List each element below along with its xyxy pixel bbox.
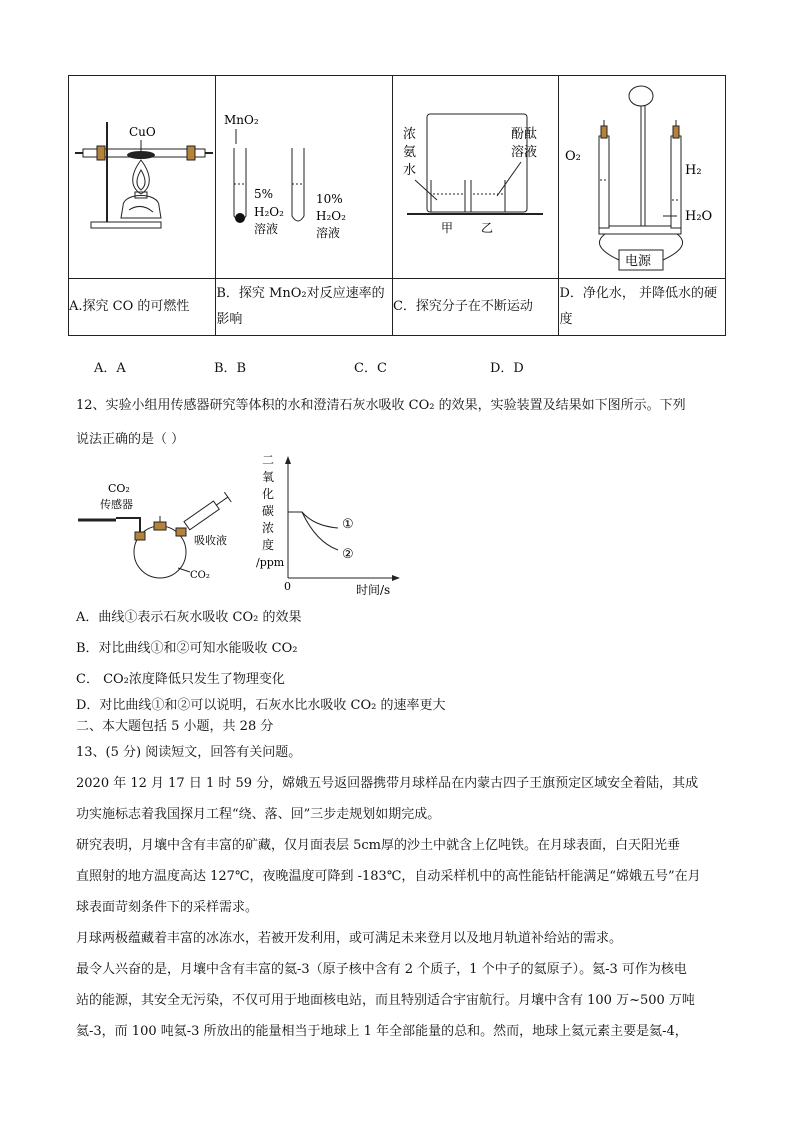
- ylabel-2: 氧: [262, 470, 275, 484]
- sensor-co2-label: CO₂: [108, 482, 130, 495]
- molecule-motion-apparatus: [393, 76, 557, 274]
- caption-a: A.探究 CO 的可燃性: [69, 279, 216, 336]
- caption-b: B．探究 MnO₂对反应速率的影响: [216, 279, 393, 336]
- right-conc: 10%: [316, 192, 344, 206]
- ammonia-label-3: 水: [402, 163, 416, 178]
- absorbent-label: 吸收液: [194, 534, 227, 547]
- figure-c-cell: [392, 76, 559, 279]
- q11-option-d: D．D: [490, 361, 524, 376]
- ylabel-1: 二: [262, 453, 275, 467]
- left-conc: 5%: [254, 187, 274, 201]
- sensor-label: 传感器: [100, 498, 133, 511]
- q12-option-a: A．曲线①表示石灰水吸收 CO₂ 的效果: [76, 610, 302, 625]
- ammonia-label-2: 氨: [402, 145, 416, 160]
- section-two-heading: 二、本大题包括 5 小题，共 28 分: [76, 719, 274, 734]
- co-combustion-apparatus: [69, 76, 214, 274]
- caption-d: D．净化水， 并降低水的硬度: [559, 279, 726, 336]
- q13-p4-line1: 最令人兴奋的是，月壤中含有丰富的氦-3（原子核中含有 2 个质子，1 个中子的氦原子）。氦-3 可作为核电: [76, 962, 687, 977]
- ammonia-label-1: 浓: [402, 127, 416, 142]
- ylabel-4: 碳: [262, 504, 275, 518]
- o2-label: O₂: [565, 149, 582, 164]
- q12-stem-line1: 12、实验小组用传感器研究等体积的水和澄清石灰水吸收 CO₂ 的效果，实验装置及结果如下图所示。下列: [76, 398, 686, 413]
- right-solution: 溶液: [316, 226, 341, 240]
- q12-option-d: D．对比曲线①和②可以说明，石灰水比水吸收 CO₂ 的速率更大: [76, 698, 446, 713]
- graph-xlabel: 时间/s: [356, 583, 391, 597]
- curve-1: [288, 512, 338, 528]
- power-label: 电源: [625, 254, 652, 269]
- mno2-rate-apparatus: [216, 76, 390, 274]
- q12-stem-line2: 说法正确的是（ ）: [76, 432, 185, 447]
- q13-p1-line1: 2020 年 12 月 17 日 1 时 59 分，嫦娥五号返回器携带月球样品在内蒙古四子王旗预定区域安全着陆，其成: [76, 776, 699, 791]
- q11-option-c: C．C: [354, 361, 387, 376]
- q13-p4-line2: 站的能源，其安全无污染，不仅可用于地面核电站，而且特别适合宇宙航行。月壤中含有 100 万~500 万吨: [76, 993, 695, 1008]
- curve-2-label: ②: [342, 547, 354, 562]
- ylabel-unit: /ppm: [256, 556, 285, 569]
- q11-option-a: A．A: [94, 361, 126, 376]
- co2-concentration-graph: [254, 450, 404, 600]
- figure-b-cell: [216, 76, 393, 279]
- electrolysis-apparatus: [559, 76, 723, 274]
- curve-2: [288, 512, 338, 550]
- flask-co2-label: CO₂: [190, 570, 210, 581]
- q13-p2-line3: 球表面苛刻条件下的采样需求。: [76, 900, 259, 915]
- q13-p2-line1: 研究表明，月壤中含有丰富的矿藏，仅月面表层 5cm厚的沙土中就含上亿吨铁。在月球表面，白天阳光垂: [76, 838, 681, 853]
- q11-option-b: B．B: [214, 361, 247, 376]
- q12-option-b: B．对比曲线①和②可知水能吸收 CO₂: [76, 641, 298, 656]
- q12-option-c: C． CO₂浓度降低只发生了物理变化: [76, 672, 285, 687]
- experiment-table: [68, 75, 726, 336]
- ylabel-6: 度: [262, 538, 275, 552]
- q13-p3-line1: 月球两极蕴藏着丰富的冰冻水，若被开发利用，或可满足未来登月以及地月轨道补给站的需求。: [76, 931, 623, 946]
- h2-label: H₂: [685, 163, 703, 178]
- ylabel-3: 化: [262, 487, 275, 501]
- q13-p2-line2: 直照射的地方温度高达 127℃，夜晚温度可降到 -183℃，自动采样机中的高性能钻杆能满足“嫦娥五号”在月: [76, 869, 701, 884]
- right-h2o2: H₂O₂: [316, 209, 347, 223]
- co2-absorption-apparatus: [76, 478, 256, 588]
- figure-a-cell: [69, 76, 216, 279]
- phenolphthalein-label-2: 溶液: [510, 145, 537, 160]
- ylabel-5: 浓: [262, 521, 275, 535]
- curve-1-label: ①: [342, 517, 354, 532]
- h2o-label: H₂O: [685, 209, 713, 224]
- figure-d-cell: [559, 76, 726, 279]
- graph-origin: 0: [284, 580, 291, 593]
- cuo-label: CuO: [129, 125, 156, 139]
- beaker-jia: 甲: [440, 221, 453, 235]
- phenolphthalein-label-1: 酚酞: [510, 127, 537, 142]
- left-h2o2: H₂O₂: [254, 205, 285, 219]
- q13-p1-line2: 功实施标志着我国探月工程“绕、落、回”三步走规划如期完成。: [76, 807, 441, 822]
- left-solution: 溶液: [254, 222, 279, 236]
- caption-c: C．探究分子在不断运动: [392, 279, 559, 336]
- mno2-label: MnO₂: [224, 113, 260, 127]
- q13-stem: 13、(5 分) 阅读短文，回答有关问题。: [76, 745, 302, 760]
- q13-p4-line3: 氦-3，而 100 吨氦-3 所放出的能量相当于地球上 1 年全部能量的总和。然而，地球上氦元素主要是氦-4，: [76, 1024, 688, 1039]
- beaker-yi: 乙: [480, 221, 493, 235]
